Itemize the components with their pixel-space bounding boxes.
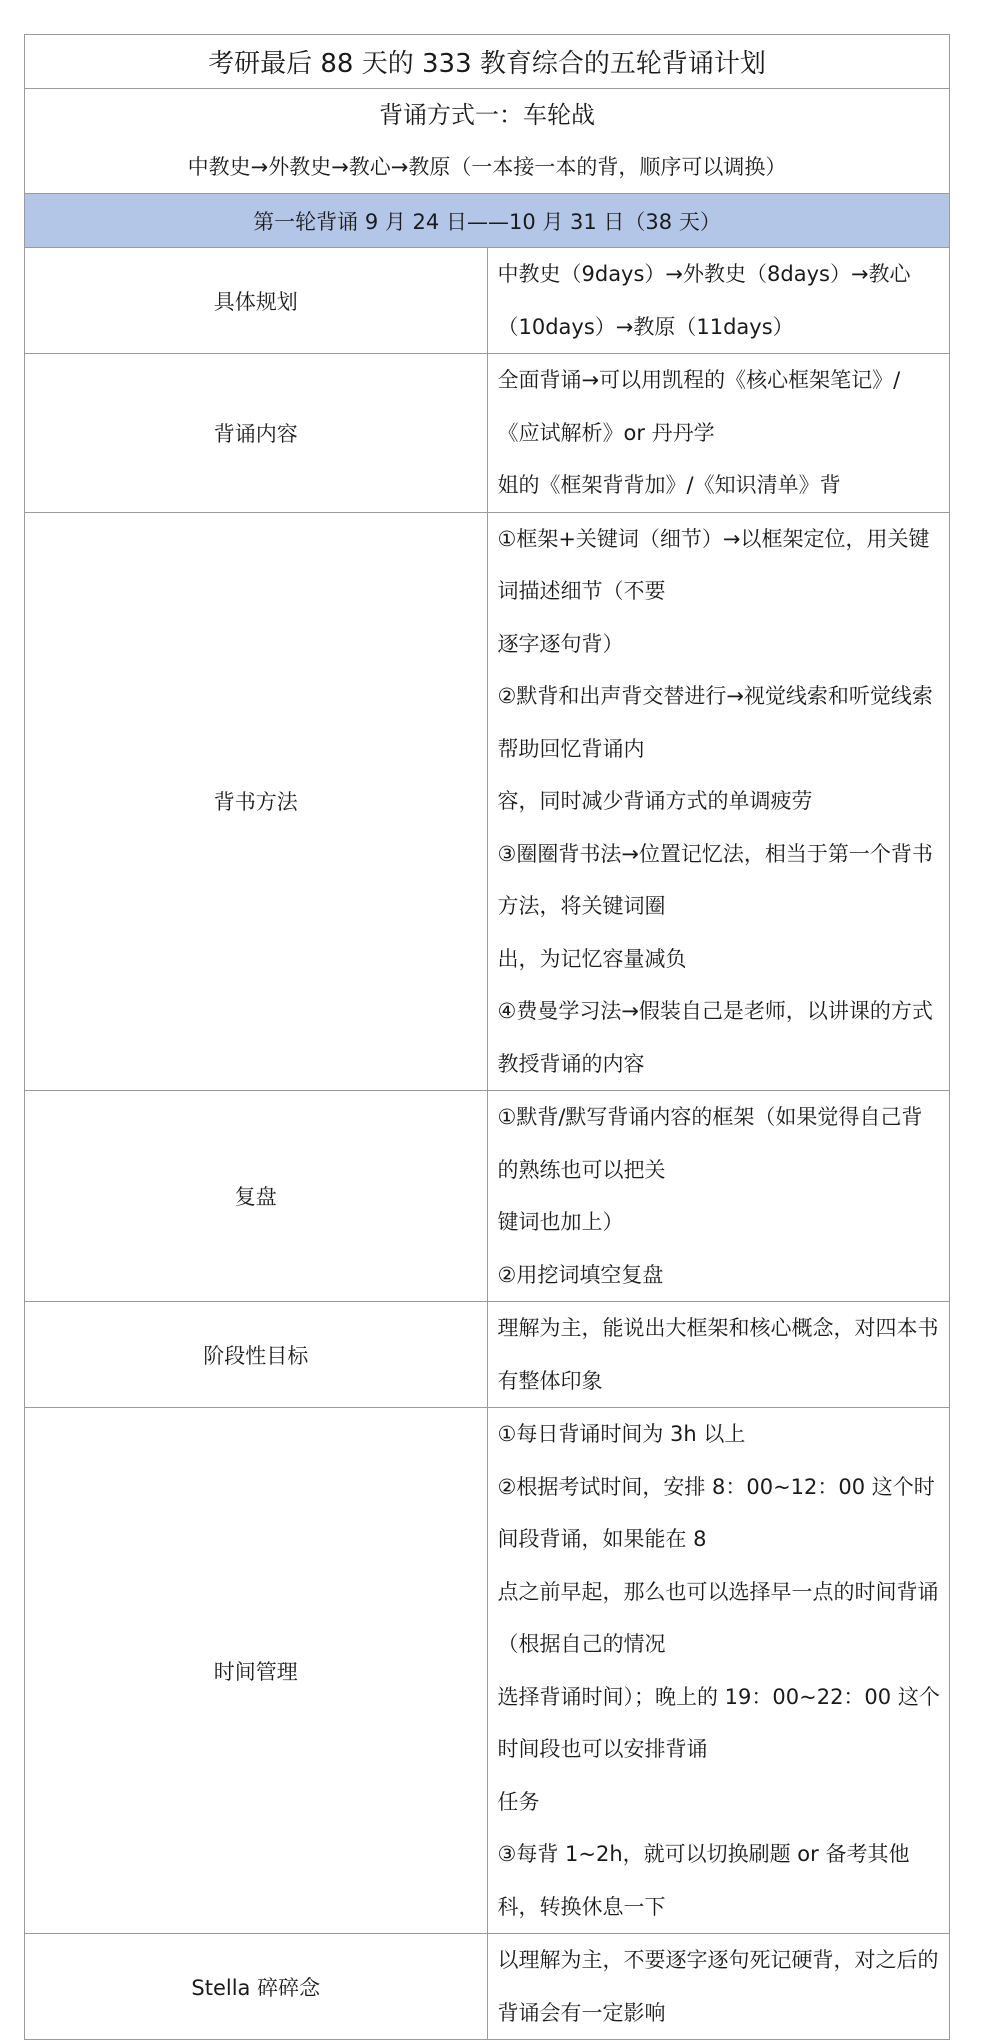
title-row [25, 35, 950, 89]
content-line: 姐的《框架背背加》/《知识清单》背 [497, 473, 841, 497]
content-line: ①框架+关键词（细节）→以框架定位，用关键词描述细节（不要 [497, 526, 930, 603]
table-row [25, 248, 950, 354]
document-title: 考研最后 88 天的 333 教育综合的五轮背诵计划 [25, 35, 950, 89]
table-row [25, 1934, 950, 2040]
row-label-methods: 背书方法 [25, 512, 488, 1091]
plan-table [24, 34, 950, 2040]
content-line: 逐字逐句背） [497, 631, 624, 656]
content-line: ④费曼学习法→假装自己是老师，以讲课的方式教授背诵的内容 [497, 999, 933, 1076]
content-line: 点之前早起，那么也可以选择早一点的时间背诵（根据自己的情况 [497, 1579, 939, 1656]
row-label-notes: Stella 碎碎念 [25, 1934, 488, 2040]
content-line: 选择背诵时间）；晚上的 19：00~22：00 这个时间段也可以安排背诵 [497, 1684, 940, 1761]
row-content-content [487, 354, 950, 513]
method-heading: 背诵方式一：车轮战 [379, 101, 595, 129]
content-line: ①默背/默写背诵内容的框架（如果觉得自己背的熟练也可以把关 [497, 1105, 923, 1182]
content-line: 中教史（9days）→外教史（8days）→教心（10days）→教原（11days） [497, 262, 911, 339]
row-content-plan [487, 248, 950, 354]
plan-document [24, 34, 950, 2040]
row-label-plan: 具体规划 [25, 248, 488, 354]
content-line: 全面背诵→可以用凯程的《核心框架笔记》/《应试解析》or 丹丹学 [497, 368, 901, 445]
row-label-content: 背诵内容 [25, 354, 488, 513]
content-line: ①每日背诵时间为 3h 以上 [497, 1422, 746, 1446]
row-label-goal: 阶段性目标 [25, 1302, 488, 1408]
content-line: ③每背 1~2h，就可以切换刷题 or 备考其他科，转换休息一下 [497, 1842, 910, 1919]
row-content-review [487, 1091, 950, 1302]
content-line: ②用挖词填空复盘 [497, 1262, 664, 1287]
table-row [25, 512, 950, 1091]
content-line: ②根据考试时间，安排 8：00~12：00 这个时间段背诵，如果能在 8 [497, 1474, 935, 1551]
table-row [25, 1408, 950, 1934]
content-line: 容，同时减少背诵方式的单调疲劳 [497, 789, 813, 813]
method-row [25, 89, 950, 194]
content-line: ③圈圈背书法→位置记忆法，相当于第一个背书方法，将关键词圈 [497, 841, 933, 918]
content-line: 任务 [497, 1789, 540, 1814]
table-row [25, 354, 950, 513]
method-sequence: 中教史→外教史→教心→教原（一本接一本的背，顺序可以调换） [187, 155, 787, 179]
table-row [25, 1091, 950, 1302]
content-line: 出，为记忆容量减负 [497, 946, 687, 971]
row-content-notes [487, 1934, 950, 2040]
row-content-methods [487, 512, 950, 1091]
row-label-time: 时间管理 [25, 1408, 488, 1934]
round-row [25, 194, 950, 248]
row-label-review: 复盘 [25, 1091, 488, 1302]
row-content-time [487, 1408, 950, 1934]
content-line: ②默背和出声背交替进行→视觉线索和听觉线索帮助回忆背诵内 [497, 684, 933, 761]
content-line: 键词也加上） [497, 1210, 624, 1234]
content-line: 理解为主，能说出大框架和核心概念，对四本书有整体印象 [497, 1316, 939, 1393]
content-line: 以理解为主，不要逐字逐句死记硬背，对之后的背诵会有一定影响 [497, 1948, 939, 2025]
round-heading: 第一轮背诵 9 月 24 日——10 月 31 日（38 天） [25, 194, 950, 248]
